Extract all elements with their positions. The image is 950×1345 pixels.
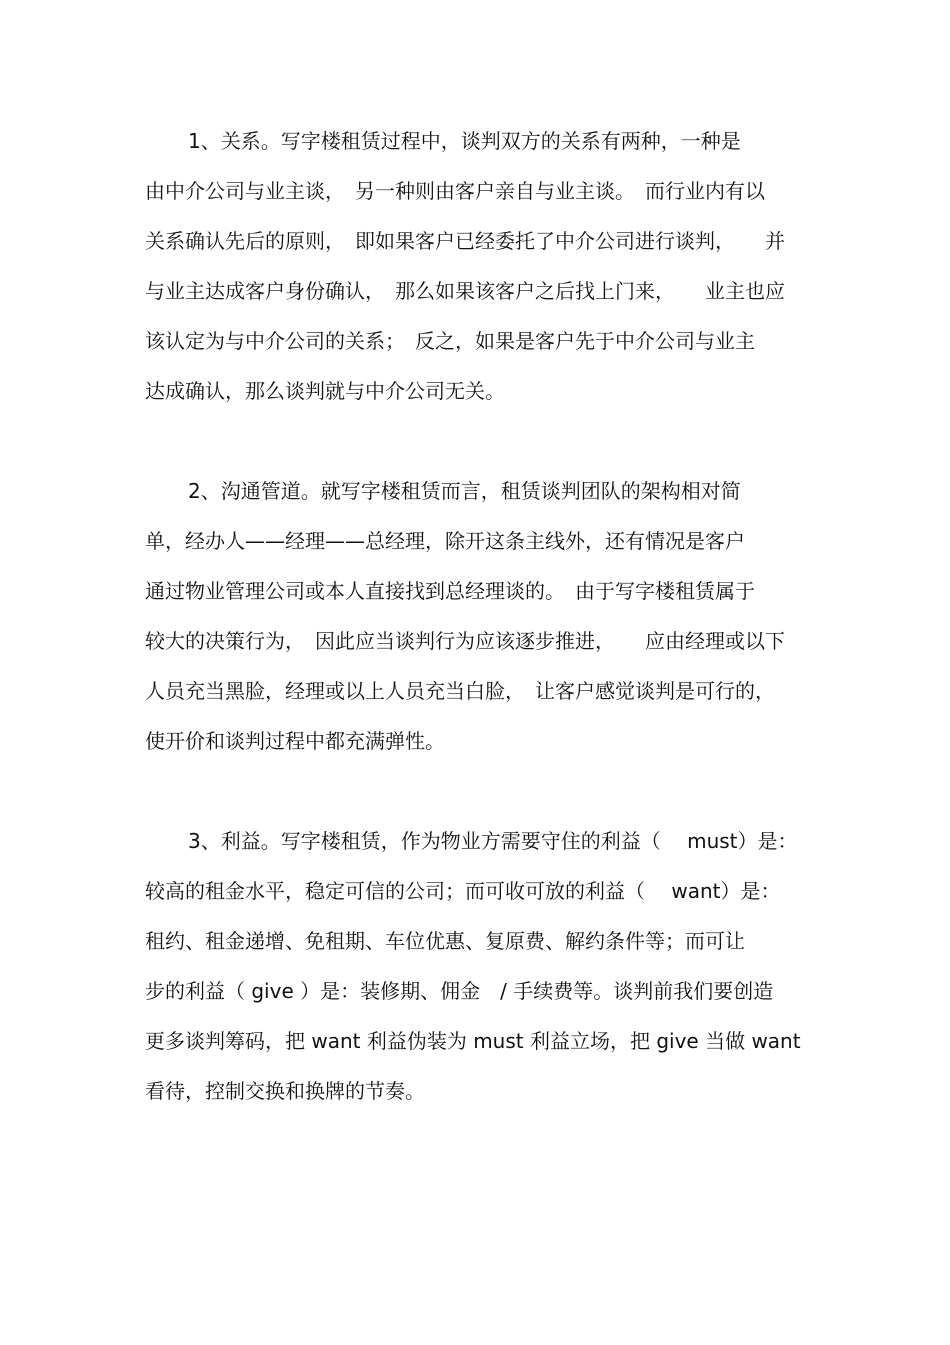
paragraph-line: 步的利益（ give ）是：装修期、佣金 / 手续费等。谈判前我们要创造 bbox=[145, 979, 774, 1003]
paragraph-relationship bbox=[145, 116, 825, 416]
paragraph-communication bbox=[145, 466, 825, 766]
paragraph-line: 人员充当黑脸，经理或以上人员充当白脸， 让客户感觉谈判是可行的， bbox=[145, 679, 775, 703]
paragraph-line: 该认定为与中介公司的关系； 反之，如果是客户先于中介公司与业主 bbox=[145, 329, 755, 353]
paragraph-line: 1、关系。写字楼租赁过程中，谈判双方的关系有两种，一种是 bbox=[188, 129, 741, 153]
paragraph-line: 更多谈判筹码，把 want 利益伪装为 must 利益立场，把 give 当做 want bbox=[145, 1029, 801, 1053]
paragraph-line: 3、利益。写字楼租赁，作为物业方需要守住的利益（ must）是： bbox=[188, 829, 798, 853]
paragraph-line: 较大的决策行为， 因此应当谈判行为应该逐步推进， 应由经理或以下 bbox=[145, 629, 785, 653]
paragraph-line: 2、沟通管道。就写字楼租赁而言，租赁谈判团队的架构相对简 bbox=[188, 479, 741, 503]
paragraph-line: 较高的租金水平，稳定可信的公司；而可收可放的利益（ want）是： bbox=[145, 879, 781, 903]
paragraph-line: 达成确认，那么谈判就与中介公司无关。 bbox=[145, 379, 505, 403]
paragraph-line: 通过物业管理公司或本人直接找到总经理谈的。 由于写字楼租赁属于 bbox=[145, 579, 755, 603]
paragraph-line: 由中介公司与业主谈， 另一种则由客户亲自与业主谈。 而行业内有以 bbox=[145, 179, 765, 203]
paragraph-line: 单，经办人——经理——总经理，除开这条主线外，还有情况是客户 bbox=[145, 529, 745, 553]
paragraph-interests bbox=[145, 816, 825, 1116]
paragraph-line: 与业主达成客户身份确认， 那么如果该客户之后找上门来， 业主也应 bbox=[145, 279, 785, 303]
paragraph-line: 关系确认先后的原则， 即如果客户已经委托了中介公司进行谈判， 并 bbox=[145, 229, 785, 253]
paragraph-line: 使开价和谈判过程中都充满弹性。 bbox=[145, 729, 445, 753]
paragraph-line: 看待，控制交换和换牌的节奏。 bbox=[145, 1079, 425, 1103]
paragraph-line: 租约、租金递增、免租期、车位优惠、复原费、解约条件等；而可让 bbox=[145, 929, 745, 953]
